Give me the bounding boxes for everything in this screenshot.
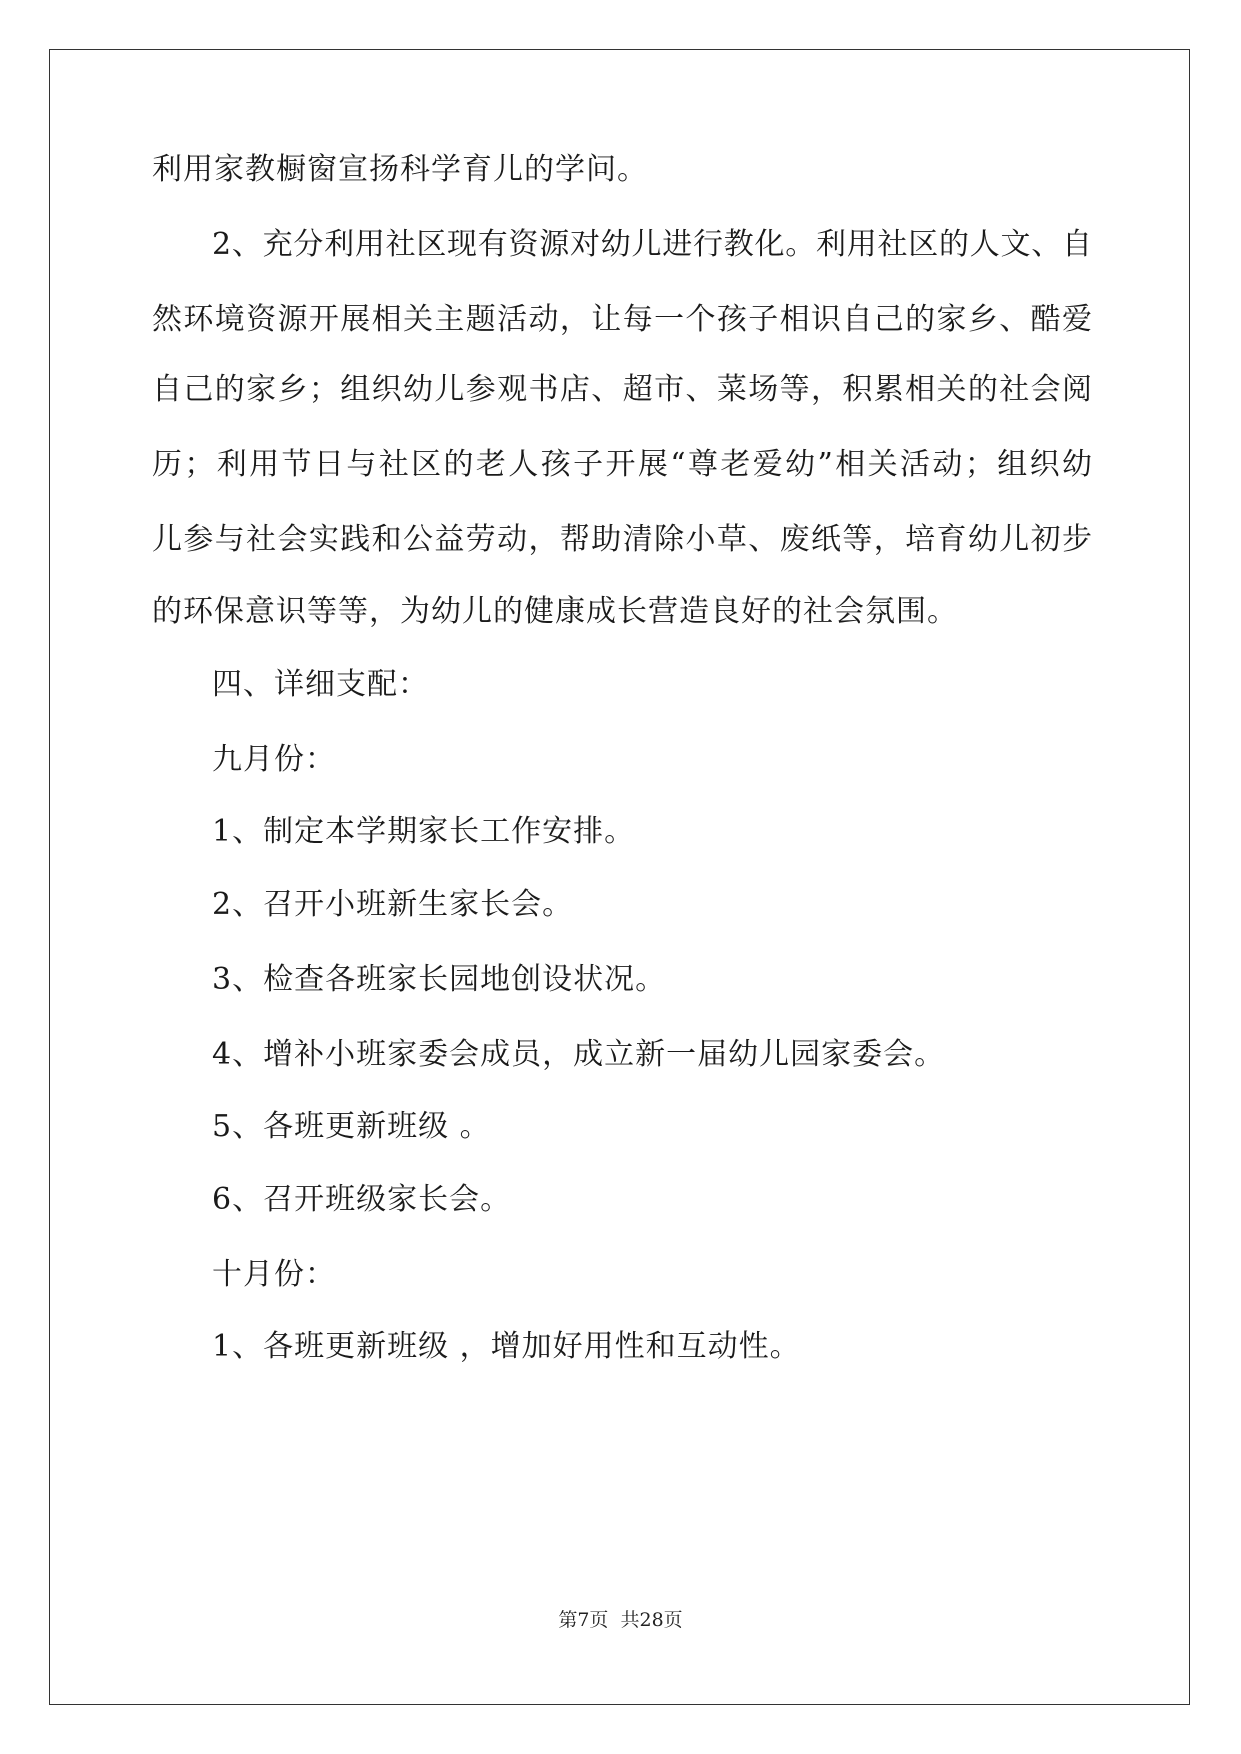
month-heading: 九月份： (212, 742, 336, 777)
paragraph-line: 历；利用节日与社区的老人孩子开展“尊老爱幼”相关活动；组织幼 (152, 447, 1092, 482)
paragraph-line: 利用家教橱窗宣扬科学育儿的学问。 (152, 152, 648, 187)
list-item: 6、召开班级家长会。 (212, 1182, 512, 1217)
list-item: 5、各班更新班级 。 (212, 1109, 491, 1144)
list-item: 3、检查各班家长园地创设状况。 (212, 962, 667, 997)
list-item: 4、增补小班家委会成员，成立新一届幼儿园家委会。 (212, 1037, 946, 1072)
list-item: 1、各班更新班级 ，增加好用性和互动性。 (212, 1329, 801, 1364)
paragraph-line: 然环境资源开展相关主题活动，让每一个孩子相识自己的家乡、酷爱 (152, 302, 1092, 337)
section-heading: 四、详细支配： (212, 667, 429, 702)
page-number-footer: 第7页 共28页 (558, 1609, 683, 1631)
month-heading: 十月份： (212, 1257, 336, 1292)
list-item: 2、召开小班新生家长会。 (212, 887, 574, 922)
paragraph-line: 2、充分利用社区现有资源对幼儿进行教化。利用社区的人文、自 (212, 227, 1092, 262)
paragraph-line: 自己的家乡；组织幼儿参观书店、超市、菜场等，积累相关的社会阅 (152, 372, 1092, 407)
paragraph-line: 的环保意识等等，为幼儿的健康成长营造良好的社会氛围。 (152, 594, 958, 629)
paragraph-line: 儿参与社会实践和公益劳动，帮助清除小草、废纸等，培育幼儿初步 (152, 522, 1092, 557)
list-item: 1、制定本学期家长工作安排。 (212, 814, 636, 849)
page-border (49, 49, 1190, 1705)
